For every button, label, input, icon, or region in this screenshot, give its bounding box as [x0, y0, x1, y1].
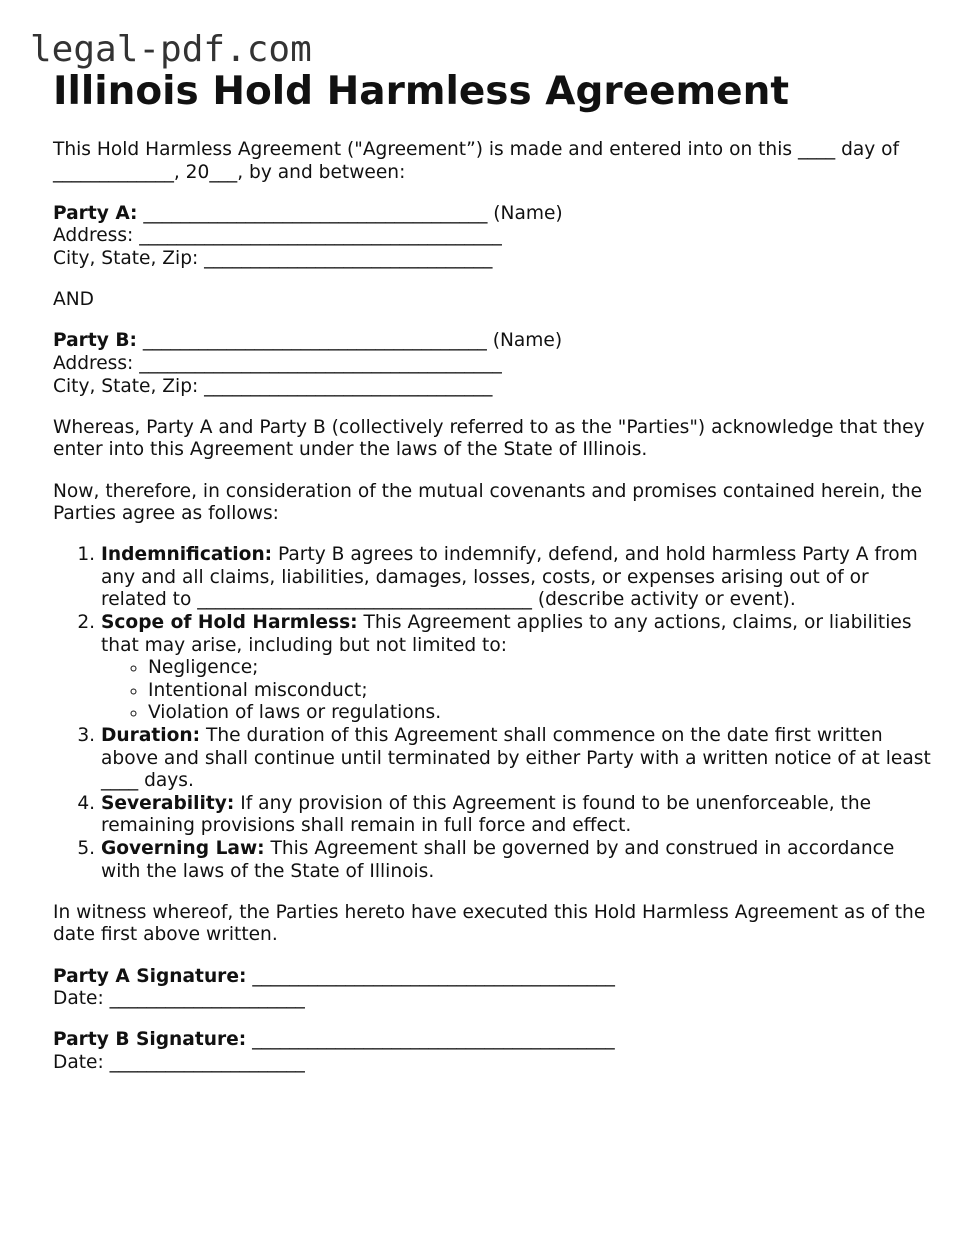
watermark: legal-pdf.com	[30, 29, 312, 70]
term-text: If any provision of this Agreement is found to be unenforceable, the remaining provisions shall remain in full force and effect.	[101, 792, 872, 837]
party-b-signature-line	[53, 1029, 933, 1052]
party-a-date-line: Date: _____________________	[53, 988, 305, 1010]
term-label: Duration:	[101, 725, 201, 747]
party-a-block	[53, 203, 933, 271]
witness-paragraph: In witness whereof, the Parties hereto have executed this Hold Harmless Agreement as of the date first above written.	[53, 901, 926, 946]
scope-item: ◦ Intentional misconduct;	[148, 680, 933, 703]
party-a-signature-label: Party A Signature:	[53, 965, 247, 987]
now-therefore-paragraph: Now, therefore, in consideration of the mutual covenants and promises contained herein, the Parties agree as follows:	[53, 480, 923, 525]
term-text: This Agreement applies to any actions, claims, or liabilities that may arise, including but not limited to:	[101, 612, 912, 656]
party-a-label: Party A:	[53, 202, 138, 224]
party-a-signature-field: _______________________________________	[246, 965, 615, 987]
party-b-name-line	[53, 330, 933, 353]
term-label: Indemnification:	[101, 544, 273, 566]
party-b-city-line: City, State, Zip: _______________________________	[53, 375, 493, 397]
party-b-date-line: Date: _____________________	[53, 1051, 305, 1073]
document-title: Illinois Hold Harmless Agreement	[53, 69, 790, 114]
party-a-name-field: _____________________________________ (Name)	[137, 202, 563, 224]
term-indemnification	[101, 544, 933, 612]
term-text: Party B agrees to indemnify, defend, and hold harmless Party A from any and all claims, liabilities, damages, losses, costs, or expenses arising out of or related to ____________________________________ (describe activity or event).	[101, 544, 918, 611]
term-duration	[101, 725, 933, 793]
term-governing-law	[101, 838, 933, 883]
party-b-signature-label: Party B Signature:	[53, 1029, 247, 1051]
term-label: Scope of Hold Harmless:	[101, 612, 358, 634]
term-text: The duration of this Agreement shall commence on the date first written above and shall continue until terminated by either Party with a written notice of at least ____ days.	[101, 725, 931, 792]
party-b-signature-field: _______________________________________	[246, 1029, 615, 1051]
party-a-name-line	[53, 203, 933, 226]
party-a-city-line: City, State, Zip: _______________________________	[53, 247, 493, 269]
party-b-signature-block	[53, 1029, 933, 1074]
party-b-label: Party B:	[53, 330, 137, 352]
terms-list	[53, 544, 933, 883]
term-label: Governing Law:	[101, 838, 265, 859]
party-b-address-line: Address: _______________________________________	[53, 352, 502, 374]
document-body	[53, 139, 933, 1075]
scope-item: ◦ Violation of laws or regulations.	[148, 702, 933, 725]
scope-item: ◦ Negligence;	[148, 657, 933, 680]
party-b-block	[53, 330, 933, 398]
party-a-signature-block	[53, 966, 933, 1011]
term-severability	[101, 793, 933, 838]
scope-sublist	[101, 657, 933, 725]
party-a-address-line: Address: _______________________________________	[53, 225, 502, 247]
party-a-signature-line	[53, 966, 933, 989]
term-text: This Agreement shall be governed by and construed in accordance with the laws of the State of Illinois.	[101, 838, 895, 882]
and-separator: AND	[53, 289, 94, 311]
party-b-name-field: _____________________________________ (Name)	[136, 330, 563, 352]
whereas-paragraph: Whereas, Party A and Party B (collectively referred to as the "Parties") acknowledge that they enter into this Agreement under the laws of the State of Illinois.	[53, 416, 925, 461]
term-label: Severability:	[101, 792, 235, 814]
intro-paragraph: This Hold Harmless Agreement ("Agreement”) is made and entered into on this ____ day of _____________, 20___, by and between:	[53, 139, 900, 183]
term-scope	[101, 612, 933, 725]
